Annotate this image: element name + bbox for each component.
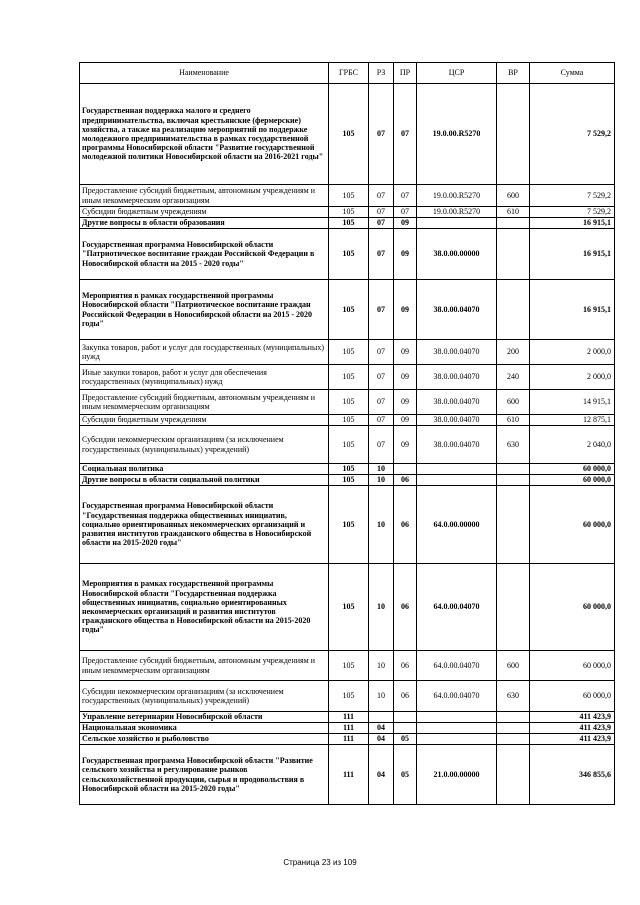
cell-vr (497, 229, 530, 280)
cell-sum: 12 875,1 (530, 415, 615, 426)
cell-csr (417, 723, 497, 734)
cell-name: Другие вопросы в области социальной политики (80, 475, 329, 486)
cell-name: Предоставление субсидий бюджетным, автономным учреждениям и иным некоммерческим организациям (80, 390, 329, 415)
cell-csr: 64.0.00.04070 (417, 651, 497, 681)
cell-name: Другие вопросы в области образования (80, 218, 329, 229)
cell-rz: 10 (369, 475, 394, 486)
cell-name: Мероприятия в рамках государственной программы Новосибирской области "Государственная поддержка общественных инициатив, социально ориентированных некоммерческих организаций и развития институтов гражданского общества в Новосибирской области на 2015-2020 годы" (80, 564, 329, 651)
cell-vr (497, 280, 530, 340)
cell-grbs: 105 (329, 426, 369, 464)
cell-grbs: 105 (329, 651, 369, 681)
cell-csr: 64.0.00.04070 (417, 564, 497, 651)
budget-table-sheet (79, 62, 614, 805)
cell-sum: 2 040,0 (530, 426, 615, 464)
cell-pr: 09 (394, 426, 417, 464)
cell-vr (497, 723, 530, 734)
cell-grbs: 105 (329, 84, 369, 185)
cell-csr (417, 734, 497, 745)
cell-sum: 411 423,9 (530, 723, 615, 734)
cell-name: Мероприятия в рамках государственной программы Новосибирской области "Патриотическое воспитание граждан Российской Федерации в Новосибирской области на 2015 - 2020 годы" (80, 280, 329, 340)
cell-grbs: 105 (329, 365, 369, 390)
cell-grbs: 111 (329, 723, 369, 734)
cell-rz: 07 (369, 390, 394, 415)
cell-rz: 10 (369, 681, 394, 712)
cell-grbs: 105 (329, 207, 369, 218)
cell-sum: 411 423,9 (530, 734, 615, 745)
table-row (80, 229, 615, 280)
table-row (80, 84, 615, 185)
table-row (80, 651, 615, 681)
cell-name: Субсидии бюджетным учреждениям (80, 415, 329, 426)
cell-grbs: 105 (329, 415, 369, 426)
cell-grbs: 105 (329, 218, 369, 229)
header-sum: Сумма (530, 63, 615, 84)
cell-csr (417, 712, 497, 723)
cell-rz: 07 (369, 426, 394, 464)
cell-sum: 7 529,2 (530, 207, 615, 218)
cell-sum: 411 423,9 (530, 712, 615, 723)
header-vr: ВР (497, 63, 530, 84)
cell-vr (497, 564, 530, 651)
cell-rz: 04 (369, 723, 394, 734)
cell-grbs: 105 (329, 340, 369, 365)
table-row (80, 564, 615, 651)
cell-rz: 07 (369, 185, 394, 207)
cell-grbs: 105 (329, 681, 369, 712)
cell-sum: 16 915,1 (530, 280, 615, 340)
cell-rz: 07 (369, 207, 394, 218)
cell-name: Сельское хозяйство и рыболовство (80, 734, 329, 745)
cell-grbs: 105 (329, 229, 369, 280)
cell-pr (394, 712, 417, 723)
cell-sum: 7 529,2 (530, 84, 615, 185)
cell-vr (497, 464, 530, 475)
cell-rz: 04 (369, 734, 394, 745)
table-row (80, 426, 615, 464)
cell-csr: 38.0.00.04070 (417, 280, 497, 340)
header-pr: ПР (394, 63, 417, 84)
cell-name: Субсидии бюджетным учреждениям (80, 207, 329, 218)
cell-rz: 07 (369, 280, 394, 340)
cell-pr: 05 (394, 745, 417, 805)
cell-sum: 60 000,0 (530, 681, 615, 712)
cell-pr: 06 (394, 681, 417, 712)
cell-name: Государственная программа Новосибирской области "Патриотическое воспитание граждан Российской Федерации в Новосибирской области на 2015 - 2020 годы" (80, 229, 329, 280)
cell-name: Государственная поддержка малого и среднего предпринимательства, включая крестьянские (фермерские) хозяйства, а также на реализацию мероприятий по поддержке молодежного предпринимательства в рамках государственной программы Новосибирской области "Развитие государственной молодежной политики Новосибирской области на 2016-2021 годы" (80, 84, 329, 185)
cell-rz: 10 (369, 486, 394, 564)
cell-csr (417, 475, 497, 486)
cell-sum: 16 915,1 (530, 218, 615, 229)
cell-pr: 09 (394, 365, 417, 390)
cell-sum: 2 000,0 (530, 365, 615, 390)
cell-csr: 19.0.00.R5270 (417, 84, 497, 185)
cell-csr: 38.0.00.04070 (417, 390, 497, 415)
cell-sum: 60 000,0 (530, 464, 615, 475)
cell-rz: 07 (369, 229, 394, 280)
cell-csr: 19.0.00.R5270 (417, 207, 497, 218)
cell-csr: 64.0.00.00000 (417, 486, 497, 564)
cell-csr: 38.0.00.04070 (417, 365, 497, 390)
cell-name: Субсидии некоммерческим организациям (за исключением государственных (муниципальных) учреждений) (80, 426, 329, 464)
cell-grbs: 105 (329, 280, 369, 340)
cell-csr: 64.0.00.04070 (417, 681, 497, 712)
cell-vr: 610 (497, 207, 530, 218)
cell-name: Социальная политика (80, 464, 329, 475)
cell-vr: 630 (497, 681, 530, 712)
cell-rz: 07 (369, 415, 394, 426)
cell-pr: 07 (394, 84, 417, 185)
cell-vr: 240 (497, 365, 530, 390)
cell-name: Закупка товаров, работ и услуг для государственных (муниципальных) нужд (80, 340, 329, 365)
cell-pr: 06 (394, 486, 417, 564)
cell-grbs: 105 (329, 464, 369, 475)
cell-sum: 14 915,1 (530, 390, 615, 415)
table-row (80, 681, 615, 712)
table-row (80, 464, 615, 475)
cell-grbs: 105 (329, 564, 369, 651)
cell-pr: 09 (394, 218, 417, 229)
cell-rz: 10 (369, 464, 394, 475)
table-row (80, 390, 615, 415)
cell-csr: 19.0.00.R5270 (417, 185, 497, 207)
cell-vr (497, 475, 530, 486)
cell-sum: 7 529,2 (530, 185, 615, 207)
table-row (80, 185, 615, 207)
table-row (80, 734, 615, 745)
cell-rz: 07 (369, 218, 394, 229)
cell-pr: 09 (394, 229, 417, 280)
cell-csr: 38.0.00.04070 (417, 415, 497, 426)
cell-grbs: 111 (329, 712, 369, 723)
cell-csr (417, 218, 497, 229)
cell-vr: 600 (497, 651, 530, 681)
cell-csr: 38.0.00.04070 (417, 426, 497, 464)
cell-vr (497, 712, 530, 723)
table-header-row (80, 63, 615, 84)
table-row (80, 723, 615, 734)
cell-sum: 60 000,0 (530, 564, 615, 651)
cell-rz: 07 (369, 340, 394, 365)
cell-sum: 60 000,0 (530, 486, 615, 564)
cell-vr: 600 (497, 390, 530, 415)
cell-name: Субсидии некоммерческим организациям (за исключением государственных (муниципальных) учреждений) (80, 681, 329, 712)
cell-rz: 10 (369, 651, 394, 681)
table-row (80, 218, 615, 229)
cell-vr: 630 (497, 426, 530, 464)
cell-csr: 38.0.00.04070 (417, 340, 497, 365)
cell-vr (497, 218, 530, 229)
cell-name: Государственная программа Новосибирской области "Государственная поддержка общественных инициатив, социально ориентированных некоммерческих организаций и развития институтов гражданского общества в Новосибирской области на 2015-2020 годы" (80, 486, 329, 564)
cell-rz: 10 (369, 564, 394, 651)
cell-name: Управление ветеринарии Новосибирской области (80, 712, 329, 723)
cell-vr: 600 (497, 185, 530, 207)
cell-grbs: 111 (329, 745, 369, 805)
cell-rz (369, 712, 394, 723)
cell-vr (497, 745, 530, 805)
cell-vr (497, 486, 530, 564)
cell-name: Национальная экономика (80, 723, 329, 734)
table-row (80, 486, 615, 564)
table-row (80, 415, 615, 426)
cell-rz: 07 (369, 84, 394, 185)
cell-name: Государственная программа Новосибирской области "Развитие сельского хозяйства и регулирование рынков сельскохозяйственной продукции, сырья и продовольствия в Новосибирской области на 2015-2020 годы" (80, 745, 329, 805)
header-name: Наименование (80, 63, 329, 84)
cell-name: Предоставление субсидий бюджетным, автономным учреждениям и иным некоммерческим организациям (80, 651, 329, 681)
cell-sum: 346 855,6 (530, 745, 615, 805)
cell-pr: 09 (394, 340, 417, 365)
cell-pr: 09 (394, 280, 417, 340)
cell-rz: 07 (369, 365, 394, 390)
cell-pr: 07 (394, 185, 417, 207)
cell-sum: 60 000,0 (530, 475, 615, 486)
cell-pr: 06 (394, 564, 417, 651)
cell-pr: 05 (394, 734, 417, 745)
cell-vr (497, 84, 530, 185)
cell-sum: 60 000,0 (530, 651, 615, 681)
table-body (80, 84, 615, 805)
cell-pr: 06 (394, 651, 417, 681)
cell-grbs: 105 (329, 185, 369, 207)
cell-csr: 38.0.00.00000 (417, 229, 497, 280)
cell-pr: 06 (394, 475, 417, 486)
cell-csr (417, 464, 497, 475)
cell-vr: 610 (497, 415, 530, 426)
page-number: Страница 23 из 109 (283, 858, 357, 867)
cell-sum: 16 915,1 (530, 229, 615, 280)
table-row (80, 745, 615, 805)
cell-grbs: 105 (329, 390, 369, 415)
cell-rz: 04 (369, 745, 394, 805)
cell-sum: 2 000,0 (530, 340, 615, 365)
cell-vr: 200 (497, 340, 530, 365)
header-grbs: ГРБС (329, 63, 369, 84)
cell-grbs: 105 (329, 475, 369, 486)
cell-grbs: 111 (329, 734, 369, 745)
cell-name: Предоставление субсидий бюджетным, автономным учреждениям и иным некоммерческим организациям (80, 185, 329, 207)
cell-pr: 09 (394, 415, 417, 426)
cell-pr: 07 (394, 207, 417, 218)
cell-csr: 21.0.00.00000 (417, 745, 497, 805)
header-rz: РЗ (369, 63, 394, 84)
cell-pr (394, 723, 417, 734)
cell-grbs: 105 (329, 486, 369, 564)
cell-name: Иные закупки товаров, работ и услуг для обеспечения государственных (муниципальных) нужд (80, 365, 329, 390)
table-row (80, 712, 615, 723)
table-row (80, 207, 615, 218)
table-row (80, 340, 615, 365)
table-row (80, 475, 615, 486)
budget-table (79, 62, 615, 805)
table-row (80, 365, 615, 390)
cell-pr (394, 464, 417, 475)
cell-pr: 09 (394, 390, 417, 415)
cell-vr (497, 734, 530, 745)
header-csr: ЦСР (417, 63, 497, 84)
table-row (80, 280, 615, 340)
